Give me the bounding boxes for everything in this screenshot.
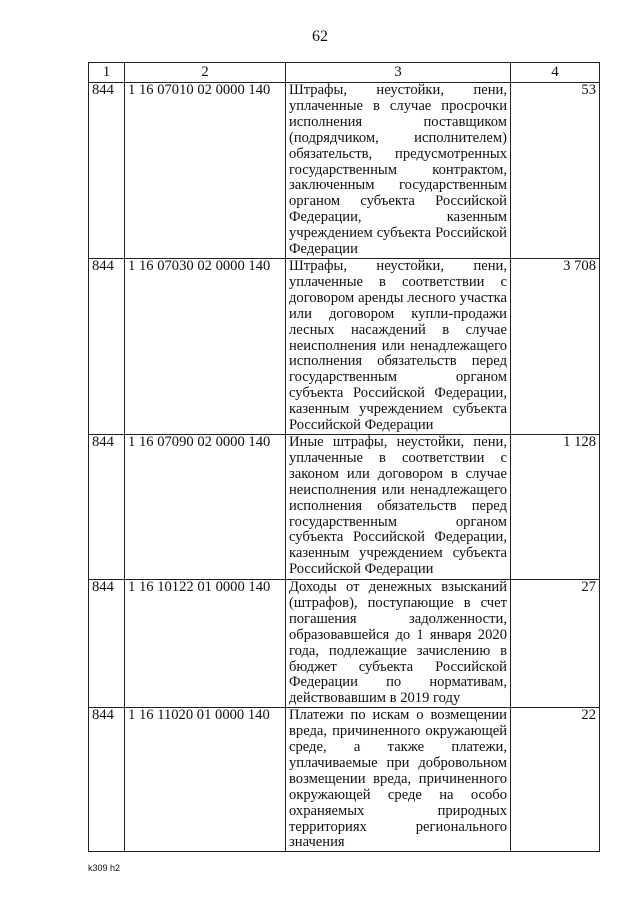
amount-cell: 1 128 bbox=[511, 434, 600, 579]
admin-code-cell: 844 bbox=[89, 708, 125, 852]
table-row bbox=[89, 83, 600, 259]
description-cell: Иные штрафы, неустойки, пени, уплаченные в соответствии с законом или договором в случае неисполнения или ненадлежащего исполнения обязательств перед государственным органом субъекта Российской Федерации, казенным учреждением субъекта Российской Федерации bbox=[286, 434, 511, 579]
description-cell: Платежи по искам о возмещении вреда, причиненного окружающей среде, а также платежи, уплачиваемые при добровольном возмещении вреда, причиненного окружающей среде на особо охраняемых природных территориях регионального значения bbox=[286, 708, 511, 852]
revenue-table bbox=[88, 62, 600, 852]
amount-cell: 27 bbox=[511, 579, 600, 707]
kbk-code-cell: 1 16 10122 01 0000 140 bbox=[125, 579, 286, 707]
table-row bbox=[89, 579, 600, 707]
admin-code-cell: 844 bbox=[89, 434, 125, 579]
admin-code-cell: 844 bbox=[89, 579, 125, 707]
table-row bbox=[89, 258, 600, 434]
column-header: 4 bbox=[511, 63, 600, 83]
admin-code-cell: 844 bbox=[89, 83, 125, 259]
column-header: 2 bbox=[125, 63, 286, 83]
page-number: 62 bbox=[312, 28, 328, 45]
amount-cell: 22 bbox=[511, 708, 600, 852]
kbk-code-cell: 1 16 11020 01 0000 140 bbox=[125, 708, 286, 852]
document-code-mark: k309 h2 bbox=[88, 863, 121, 873]
kbk-code-cell: 1 16 07090 02 0000 140 bbox=[125, 434, 286, 579]
kbk-code-cell: 1 16 07030 02 0000 140 bbox=[125, 258, 286, 434]
table-header-row bbox=[89, 63, 600, 83]
column-header: 1 bbox=[89, 63, 125, 83]
table-row bbox=[89, 708, 600, 852]
table-row bbox=[89, 434, 600, 579]
amount-cell: 3 708 bbox=[511, 258, 600, 434]
kbk-code-cell: 1 16 07010 02 0000 140 bbox=[125, 83, 286, 259]
description-cell: Штрафы, неустойки, пени, уплаченные в соответствии с договором аренды лесного участка или договором купли-продажи лесных насаждений в случае неисполнения или ненадлежащего исполнения обязательств перед государственным органом субъекта Российской Федерации, казенным учреждением субъекта Российской Федерации bbox=[286, 258, 511, 434]
column-header: 3 bbox=[286, 63, 511, 83]
description-cell: Доходы от денежных взысканий (штрафов), поступающие в счет погашения задолженности, образовавшейся до 1 января 2020 года, подлежащие зачислению в бюджет субъекта Российской Федерации по нормативам, действовавшим в 2019 году bbox=[286, 579, 511, 707]
amount-cell: 53 bbox=[511, 83, 600, 259]
description-cell: Штрафы, неустойки, пени, уплаченные в случае просрочки исполнения поставщиком (подрядчиком, исполнителем) обязательств, предусмотренных государственным контрактом, заключенным государственным органом субъекта Российской Федерации, казенным учреждением субъекта Российской Федерации bbox=[286, 83, 511, 259]
admin-code-cell: 844 bbox=[89, 258, 125, 434]
